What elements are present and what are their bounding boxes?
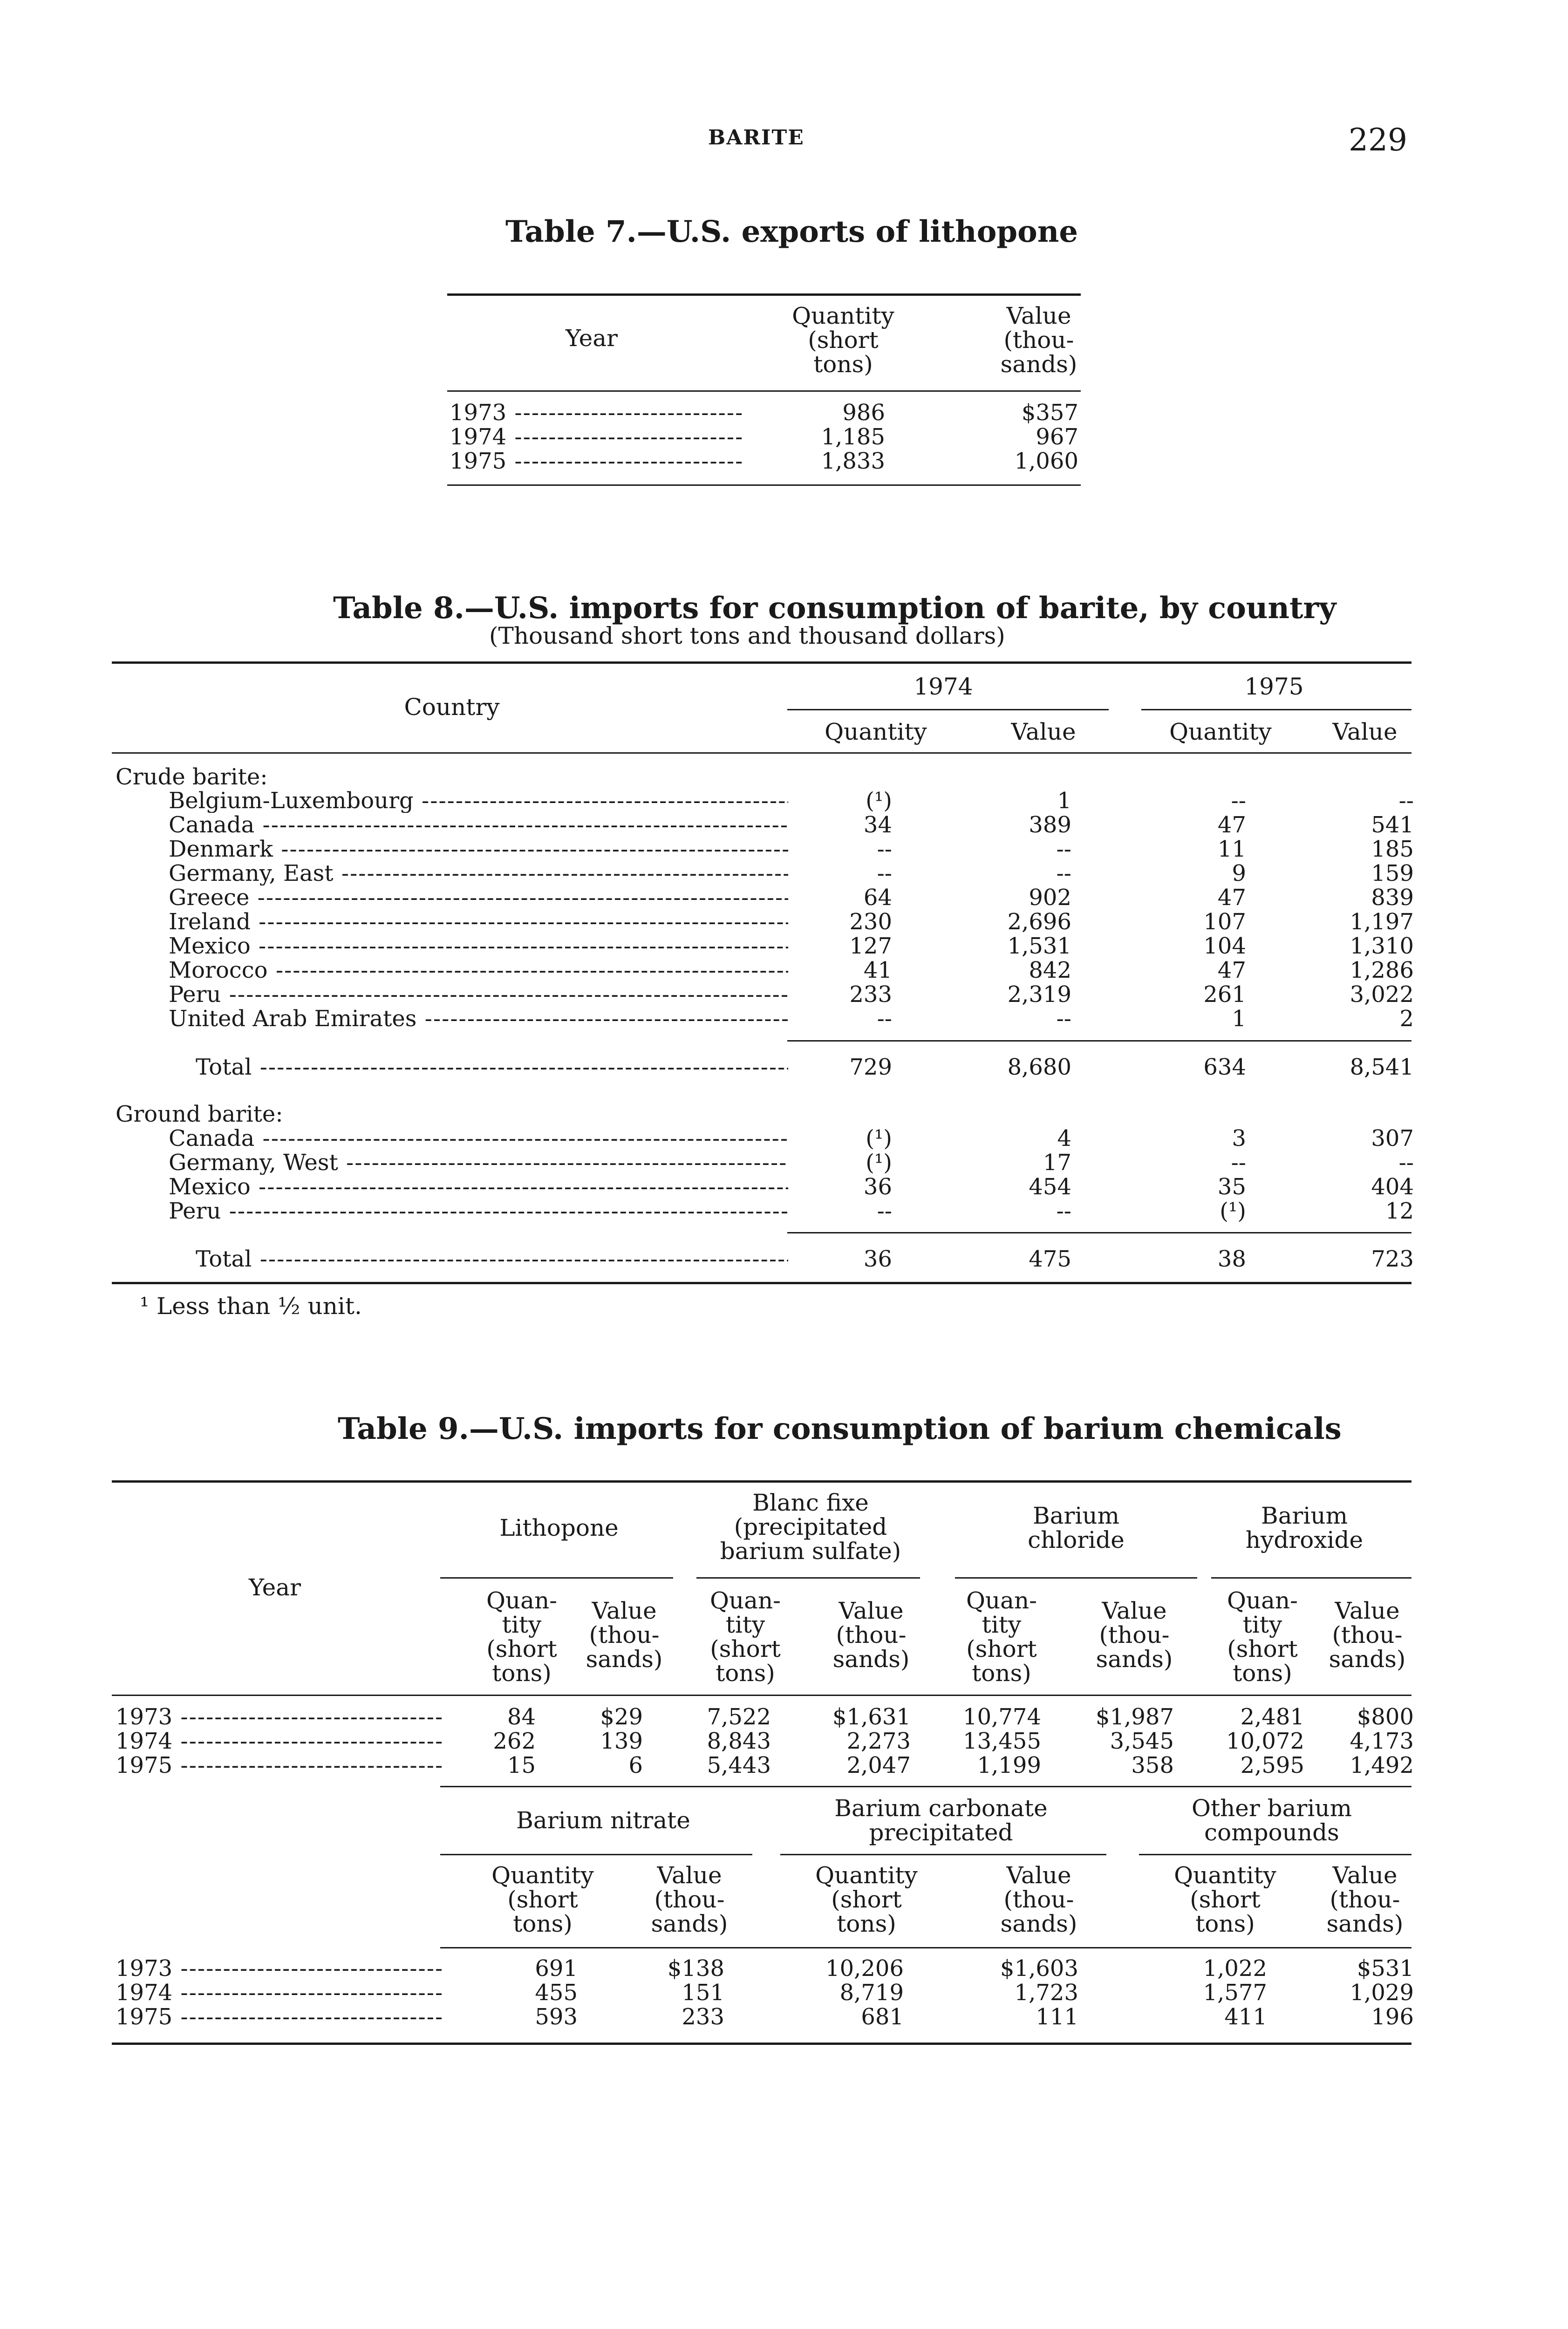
- table-cell: 127: [849, 933, 892, 959]
- table-cell: --: [1231, 788, 1246, 814]
- table9-head-rule-b: [440, 1947, 1411, 1948]
- table-cell: 233: [849, 981, 892, 1008]
- table-cell: 411: [1224, 2004, 1267, 2030]
- table-cell: 262: [493, 1728, 536, 1754]
- table-cell: 1,723: [1014, 1980, 1078, 2006]
- table8-bottom-rule: [112, 1282, 1411, 1284]
- span-rule: [440, 1577, 673, 1579]
- page-number: 229: [1349, 122, 1407, 158]
- table-cell: 2,319: [1007, 981, 1071, 1008]
- table-cell: 1,197: [1350, 909, 1414, 935]
- span-rule: [780, 1854, 1106, 1855]
- table8-top-rule: [112, 661, 1411, 664]
- section-label-crude: Crude barite:: [116, 764, 268, 790]
- table-cell: 151: [682, 1980, 724, 2006]
- table-cell: 7,522: [707, 1704, 771, 1730]
- table-cell: 1,060: [1014, 448, 1078, 474]
- table-cell: 107: [1203, 909, 1246, 935]
- table-cell: 41: [863, 957, 892, 983]
- table-row: Mexico -----: [169, 1175, 788, 1199]
- table9-sub-qty: Quan- tity (short tons): [486, 1587, 558, 1687]
- table-cell: 261: [1203, 981, 1246, 1008]
- table-cell: 2,696: [1007, 909, 1071, 935]
- span-rule: [1211, 1577, 1411, 1579]
- table8-year-1974: 1974: [914, 673, 973, 700]
- table9-group-barium-chloride: Barium chloride: [1028, 1502, 1125, 1553]
- section-label-ground: Ground barite:: [116, 1101, 283, 1127]
- table-row: 1975 -----: [116, 2005, 442, 2029]
- table-cell: --: [1231, 1150, 1246, 1176]
- table-cell: 1,199: [977, 1752, 1041, 1778]
- table8-span-rule-1974: [787, 709, 1109, 710]
- table-cell: 454: [1029, 1174, 1071, 1200]
- table8-head-rule: [112, 752, 1411, 754]
- table-cell: $29: [600, 1704, 643, 1730]
- table-cell: 17: [1043, 1150, 1071, 1176]
- table9-sub-val: Value (thou- sands): [1329, 1597, 1406, 1673]
- table-cell: 2: [1399, 1006, 1414, 1032]
- table-cell: 8,541: [1350, 1054, 1414, 1080]
- table8-footnote: ¹ Less than ½ unit.: [140, 1293, 362, 1320]
- table-cell: 5,443: [707, 1752, 771, 1778]
- table7-bottom-rule: [447, 484, 1081, 486]
- table9-mid-rule: [440, 1786, 1411, 1787]
- table-cell: 2,047: [846, 1752, 911, 1778]
- table-cell: 230: [849, 909, 892, 935]
- table-cell: 185: [1371, 836, 1414, 862]
- table-cell: 902: [1029, 885, 1071, 911]
- table-row: Belgium-Luxembourg -----: [169, 789, 788, 813]
- table-cell: --: [1398, 788, 1414, 814]
- table-cell: $531: [1357, 1955, 1414, 1982]
- table-row: Peru -----: [169, 1199, 788, 1223]
- table-row: Canada -----: [169, 1126, 788, 1151]
- table-cell: --: [877, 1198, 892, 1224]
- table9-title: Table 9.—U.S. imports for consumption of barium chemicals: [338, 1411, 1342, 1446]
- table-cell: $138: [667, 1955, 724, 1982]
- table-cell: 681: [861, 2004, 904, 2030]
- table-cell: 10,072: [1226, 1728, 1304, 1754]
- table-cell: 455: [535, 1980, 578, 2006]
- table8-title: Table 8.—U.S. imports for consumption of barite, by country: [333, 591, 1336, 626]
- table-cell: 84: [507, 1704, 536, 1730]
- table9-sub-val: Value (thou- sands): [586, 1597, 663, 1673]
- table-row: 1975 -----: [116, 1753, 442, 1777]
- table9-sub-qty: Quantity (short tons): [1174, 1862, 1276, 1937]
- table8-col-q74: Quantity: [825, 718, 927, 745]
- table-row: United Arab Emirates -----: [169, 1007, 788, 1031]
- table-cell: 11: [1217, 836, 1246, 862]
- table-cell: 404: [1371, 1174, 1414, 1200]
- table-row: Canada -----: [169, 813, 788, 837]
- table-row: 1974 -----: [450, 425, 743, 449]
- table-row: Peru -----: [169, 982, 788, 1007]
- total-label: Total -----: [196, 1247, 788, 1271]
- table9-sub-qty: Quan- tity (short tons): [709, 1587, 781, 1687]
- table-cell: $800: [1357, 1704, 1414, 1730]
- table-cell: --: [1398, 1150, 1414, 1176]
- table-row: Ireland -----: [169, 910, 788, 934]
- table8-col-country: Country: [404, 694, 500, 721]
- table9-head-rule-a: [112, 1695, 1411, 1696]
- table-cell: 2,273: [846, 1728, 911, 1754]
- table9-sub-val: Value (thou- sands): [1326, 1862, 1404, 1937]
- table-cell: 8,719: [839, 1980, 904, 2006]
- table-row: 1973 -----: [450, 401, 743, 425]
- table-cell: --: [1056, 836, 1071, 862]
- table9-sub-val: Value (thou- sands): [651, 1862, 728, 1937]
- table8-col-v75: Value: [1332, 718, 1398, 745]
- table-cell: 47: [1217, 885, 1246, 911]
- table-cell: 4: [1057, 1125, 1071, 1151]
- table9-sub-val: Value (thou- sands): [1096, 1597, 1173, 1673]
- table-cell: 104: [1203, 933, 1246, 959]
- table-cell: 389: [1029, 812, 1071, 838]
- table7-col-qty: Quantity (short tons): [792, 302, 894, 378]
- table-cell: 593: [535, 2004, 578, 2030]
- table9-sub-qty: Quantity (short tons): [815, 1862, 918, 1937]
- table9-group-barium-nitrate: Barium nitrate: [516, 1807, 690, 1834]
- table-cell: 196: [1371, 2004, 1414, 2030]
- table9-col-year: Year: [249, 1574, 301, 1601]
- table9-group-barium-carbonate: Barium carbonate precipitated: [834, 1795, 1048, 1846]
- table9-sub-val: Value (thou- sands): [1000, 1862, 1077, 1937]
- table-cell: 159: [1371, 860, 1414, 886]
- table-cell: 358: [1131, 1752, 1174, 1778]
- table-row: Morocco -----: [169, 958, 788, 982]
- table-cell: --: [877, 836, 892, 862]
- table-row: 1973 -----: [116, 1956, 442, 1981]
- table-cell: $357: [1021, 400, 1078, 426]
- table-cell: 634: [1203, 1054, 1246, 1080]
- table9-sub-val: Value (thou- sands): [832, 1597, 910, 1673]
- table-cell: 10,206: [825, 1955, 904, 1982]
- table-cell: 1,531: [1007, 933, 1071, 959]
- table-cell: $1,631: [832, 1704, 911, 1730]
- table9-sub-qty: Quantity (short tons): [491, 1862, 594, 1937]
- table9-sub-qty: Quan- tity (short tons): [966, 1587, 1037, 1687]
- table-row: 1974 -----: [116, 1981, 442, 2005]
- table-cell: 307: [1371, 1125, 1414, 1151]
- table-cell: 1,833: [821, 448, 885, 474]
- table-cell: 10,774: [963, 1704, 1041, 1730]
- table9-group-barium-hydroxide: Barium hydroxide: [1245, 1502, 1363, 1553]
- table-cell: 1,029: [1350, 1980, 1414, 2006]
- table-cell: --: [877, 860, 892, 886]
- table-cell: --: [1056, 1198, 1071, 1224]
- table-cell: 6: [628, 1752, 643, 1778]
- table-cell: --: [877, 1006, 892, 1032]
- table-cell: 1: [1057, 788, 1071, 814]
- table-cell: (¹): [1220, 1198, 1246, 1224]
- table7-title: Table 7.—U.S. exports of lithopone: [505, 214, 1078, 249]
- table-cell: 839: [1371, 885, 1414, 911]
- table-cell: 34: [863, 812, 892, 838]
- table-cell: 691: [535, 1955, 578, 1982]
- table8-ground-total-rule: [787, 1232, 1411, 1233]
- table-cell: 3: [1232, 1125, 1246, 1151]
- table9-bottom-rule: [112, 2043, 1411, 2045]
- table7-top-rule: [447, 293, 1081, 296]
- table-row: Mexico -----: [169, 934, 788, 958]
- total-label: Total -----: [196, 1055, 788, 1079]
- table-cell: 842: [1029, 957, 1071, 983]
- table-cell: 12: [1385, 1198, 1414, 1224]
- table-cell: 1,022: [1203, 1955, 1267, 1982]
- table-cell: 723: [1371, 1246, 1414, 1272]
- table-row: Denmark -----: [169, 837, 788, 861]
- table-cell: 729: [849, 1054, 892, 1080]
- table-cell: 4,173: [1350, 1728, 1414, 1754]
- table-cell: 1,185: [821, 424, 885, 450]
- table-cell: 35: [1217, 1174, 1246, 1200]
- table-cell: 47: [1217, 957, 1246, 983]
- span-rule: [440, 1854, 752, 1855]
- table-cell: 475: [1029, 1246, 1071, 1272]
- table-cell: 3,022: [1350, 981, 1414, 1008]
- table-cell: (¹): [866, 1150, 892, 1176]
- span-rule: [1139, 1854, 1411, 1855]
- table-cell: 967: [1036, 424, 1078, 450]
- table9-group-blanc-fixe: Blanc fixe (precipitated barium sulfate): [720, 1489, 901, 1565]
- table-cell: (¹): [866, 788, 892, 814]
- table-cell: (¹): [866, 1125, 892, 1151]
- table-cell: --: [1056, 860, 1071, 886]
- table8-crude-total-rule: [787, 1040, 1411, 1042]
- span-rule: [696, 1577, 920, 1579]
- table-row: Germany, East -----: [169, 861, 788, 885]
- table-row: 1975 -----: [450, 449, 743, 473]
- table-cell: $1,603: [1000, 1955, 1078, 1982]
- running-header: BARITE: [708, 126, 804, 150]
- table-cell: 47: [1217, 812, 1246, 838]
- table8-subtitle: (Thousand short tons and thousand dollars): [489, 622, 1005, 649]
- table7-col-year: Year: [566, 325, 618, 352]
- table-cell: 2,595: [1240, 1752, 1304, 1778]
- table9-top-rule: [112, 1480, 1411, 1483]
- table-cell: 1,492: [1350, 1752, 1414, 1778]
- table-cell: --: [1056, 1006, 1071, 1032]
- table-cell: 1: [1232, 1006, 1246, 1032]
- table-cell: 36: [863, 1174, 892, 1200]
- table-cell: 1,577: [1203, 1980, 1267, 2006]
- table8-col-v74: Value: [1011, 718, 1076, 745]
- table-cell: 13,455: [963, 1728, 1041, 1754]
- table-row: 1974 -----: [116, 1729, 442, 1753]
- table7-col-val: Value (thou- sands): [1000, 302, 1077, 378]
- table-row: 1973 -----: [116, 1705, 442, 1729]
- table8-col-q75: Quantity: [1169, 718, 1272, 745]
- table-cell: 15: [507, 1752, 536, 1778]
- table-cell: 64: [863, 885, 892, 911]
- table9-group-lithopone: Lithopone: [499, 1514, 619, 1541]
- table-cell: 3,545: [1110, 1728, 1174, 1754]
- table8-year-1975: 1975: [1244, 673, 1304, 700]
- table-cell: 111: [1036, 2004, 1078, 2030]
- table-cell: 9: [1232, 860, 1246, 886]
- table9-sub-qty: Quan- tity (short tons): [1227, 1587, 1298, 1687]
- table7-head-rule: [447, 390, 1081, 392]
- table-cell: 541: [1371, 812, 1414, 838]
- table-cell: 139: [600, 1728, 643, 1754]
- table-cell: 1,310: [1350, 933, 1414, 959]
- table-row: Greece -----: [169, 885, 788, 910]
- table-cell: 8,843: [707, 1728, 771, 1754]
- table-cell: 8,680: [1007, 1054, 1071, 1080]
- table-cell: 1,286: [1350, 957, 1414, 983]
- table-cell: 2,481: [1240, 1704, 1304, 1730]
- span-rule: [955, 1577, 1197, 1579]
- table-cell: $1,987: [1096, 1704, 1174, 1730]
- table-cell: 233: [682, 2004, 724, 2030]
- table-cell: 36: [863, 1246, 892, 1272]
- table9-group-other-barium: Other barium compounds: [1192, 1795, 1352, 1846]
- table-cell: 38: [1217, 1246, 1246, 1272]
- table-cell: 986: [842, 400, 885, 426]
- table8-span-rule-1975: [1141, 709, 1411, 710]
- table-row: Germany, West -----: [169, 1151, 788, 1175]
